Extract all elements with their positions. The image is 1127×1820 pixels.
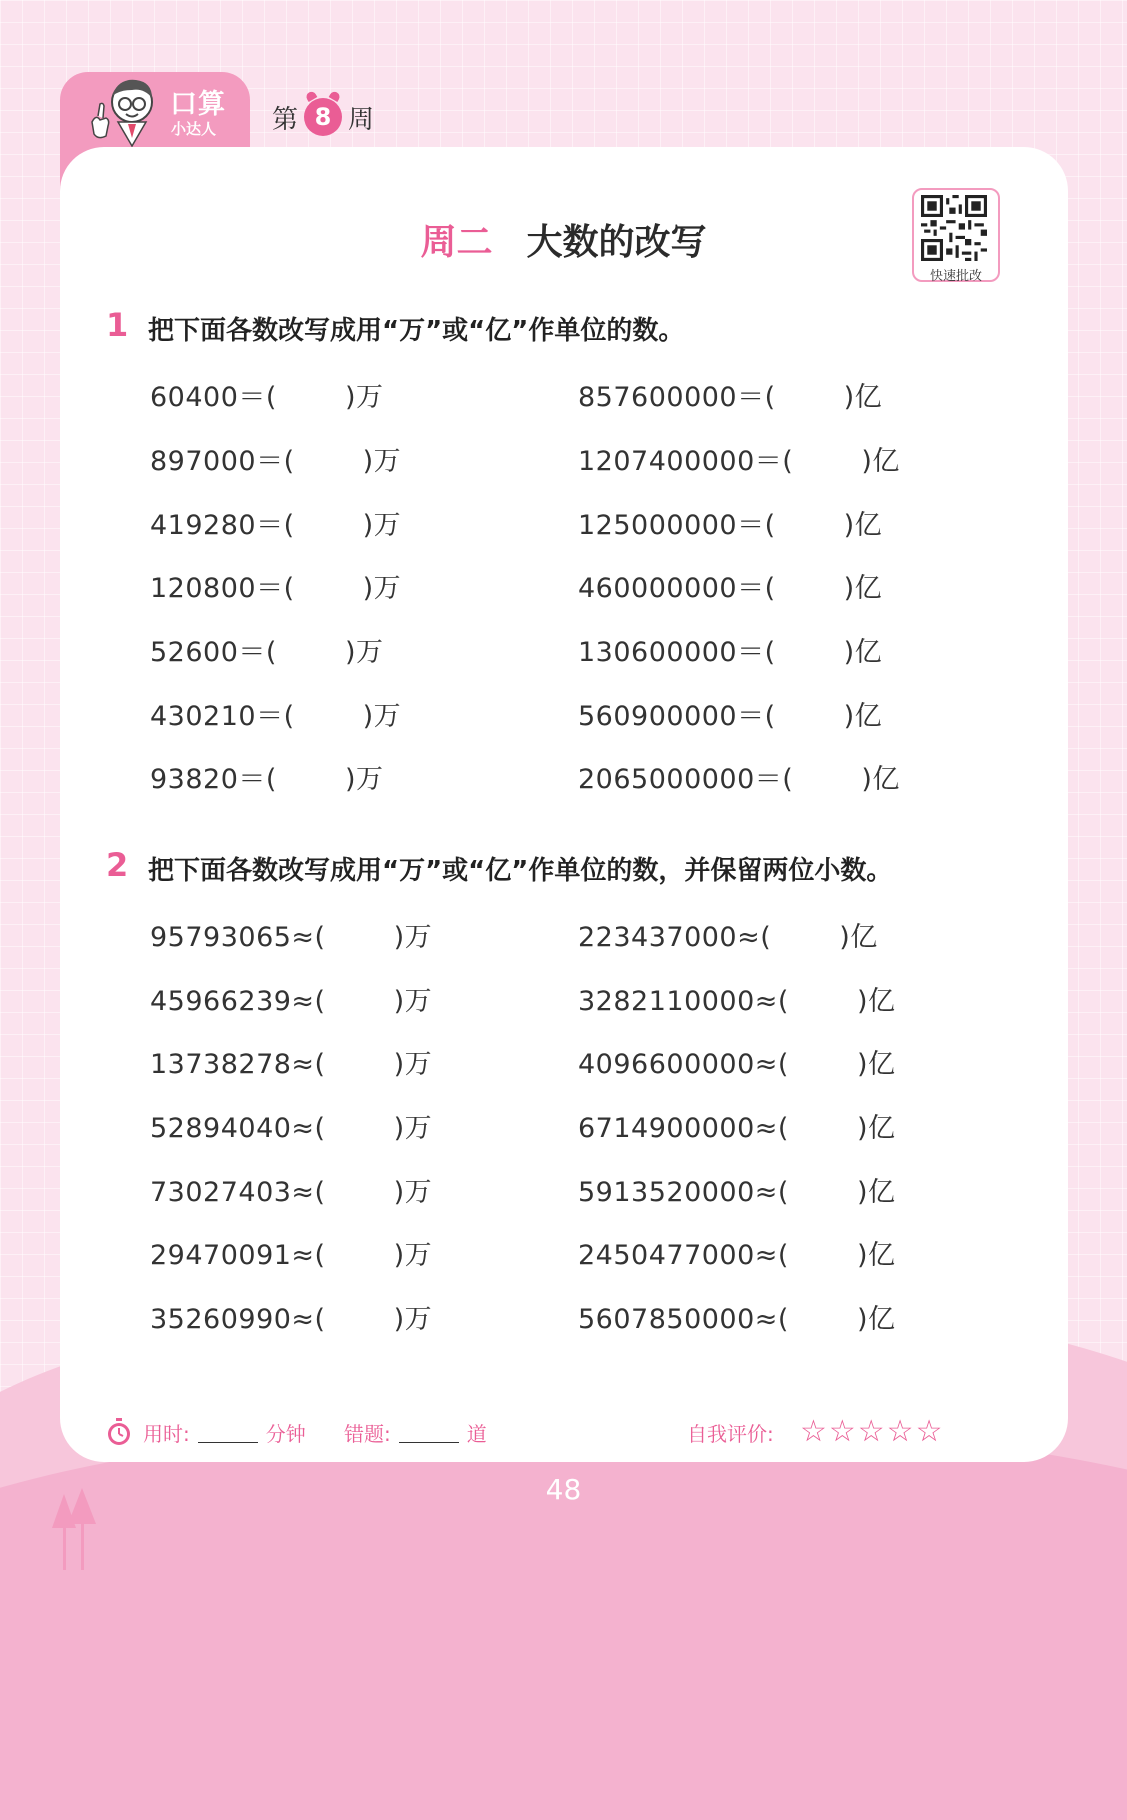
qr-code-icon[interactable] [921, 195, 987, 261]
week-suffix: 周 [348, 104, 375, 135]
title-day: 周二 [420, 222, 493, 263]
brand-title: 口算 [170, 89, 226, 120]
exercise-item[interactable]: 4096600000≈( )亿 [578, 1049, 896, 1080]
time-unit: 分钟 [265, 1422, 306, 1446]
rating-stars[interactable]: ☆☆☆☆☆ [800, 1414, 945, 1449]
exercise-item[interactable]: 6714900000≈( )亿 [578, 1113, 896, 1144]
exercise-item[interactable]: 125000000＝( )亿 [578, 510, 883, 541]
exercise-item[interactable]: 5607850000≈( )亿 [578, 1304, 896, 1335]
exercise-item[interactable]: 52894040≈( )万 [150, 1113, 433, 1144]
exercise-item[interactable]: 45966239≈( )万 [150, 986, 433, 1017]
errors-label: 错题: [344, 1422, 391, 1446]
title-topic: 大数的改写 [526, 222, 707, 263]
exercise-item[interactable]: 95793065≈( )万 [150, 922, 433, 953]
time-field[interactable] [143, 1418, 306, 1447]
qr-caption: 快速批改 [929, 269, 982, 284]
exercise-item[interactable]: 857600000＝( )亿 [578, 382, 883, 413]
exercise-item[interactable]: 419280＝( )万 [150, 510, 402, 541]
time-input-line[interactable] [198, 1442, 258, 1443]
week-number-badge: 8 [304, 98, 342, 136]
exercise-item[interactable]: 1207400000＝( )亿 [578, 446, 900, 477]
week-indicator [272, 98, 374, 136]
exercise-item[interactable]: 52600＝( )万 [150, 637, 384, 668]
section-2-instruction: 把下面各数改写成用“万”或“亿”作单位的数，并保留两位小数。 [148, 856, 893, 886]
week-prefix: 第 [272, 104, 299, 135]
exercise-item[interactable]: 223437000≈( )亿 [578, 922, 878, 953]
brand-subtitle: 小达人 [171, 120, 217, 138]
section-1-instruction: 把下面各数改写成用“万”或“亿”作单位的数。 [148, 316, 685, 346]
exercise-item[interactable]: 130600000＝( )亿 [578, 637, 883, 668]
exercise-item[interactable]: 460000000＝( )亿 [578, 573, 883, 604]
section-2-number: 2 [106, 846, 129, 884]
section-1-number: 1 [106, 306, 129, 344]
exercise-item[interactable]: 35260990≈( )万 [150, 1304, 433, 1335]
errors-unit: 道 [466, 1422, 487, 1446]
exercise-item[interactable]: 73027403≈( )万 [150, 1177, 433, 1208]
exercise-item[interactable]: 93820＝( )万 [150, 764, 384, 795]
exercise-item[interactable]: 897000＝( )万 [150, 446, 402, 477]
exercise-item[interactable]: 29470091≈( )万 [150, 1240, 433, 1271]
rating-label: 自我评价: [687, 1422, 774, 1446]
page-number: 48 [545, 1473, 582, 1506]
time-label: 用时: [143, 1422, 190, 1446]
exercise-item[interactable]: 120800＝( )万 [150, 573, 402, 604]
errors-field[interactable] [344, 1418, 487, 1447]
exercise-item[interactable]: 2065000000＝( )亿 [578, 764, 900, 795]
stopwatch-icon [106, 1418, 132, 1446]
exercise-item[interactable]: 13738278≈( )万 [150, 1049, 433, 1080]
exercise-item[interactable]: 560900000＝( )亿 [578, 701, 883, 732]
exercise-item[interactable]: 60400＝( )万 [150, 382, 384, 413]
tree-decoration-icon [52, 1488, 102, 1570]
errors-input-line[interactable] [399, 1442, 459, 1443]
exercise-item[interactable]: 2450477000≈( )亿 [578, 1240, 896, 1271]
exercise-item[interactable]: 3282110000≈( )亿 [578, 986, 896, 1017]
exercise-item[interactable]: 5913520000≈( )亿 [578, 1177, 896, 1208]
exercise-item[interactable]: 430210＝( )万 [150, 701, 402, 732]
mascot-icon [84, 74, 164, 150]
